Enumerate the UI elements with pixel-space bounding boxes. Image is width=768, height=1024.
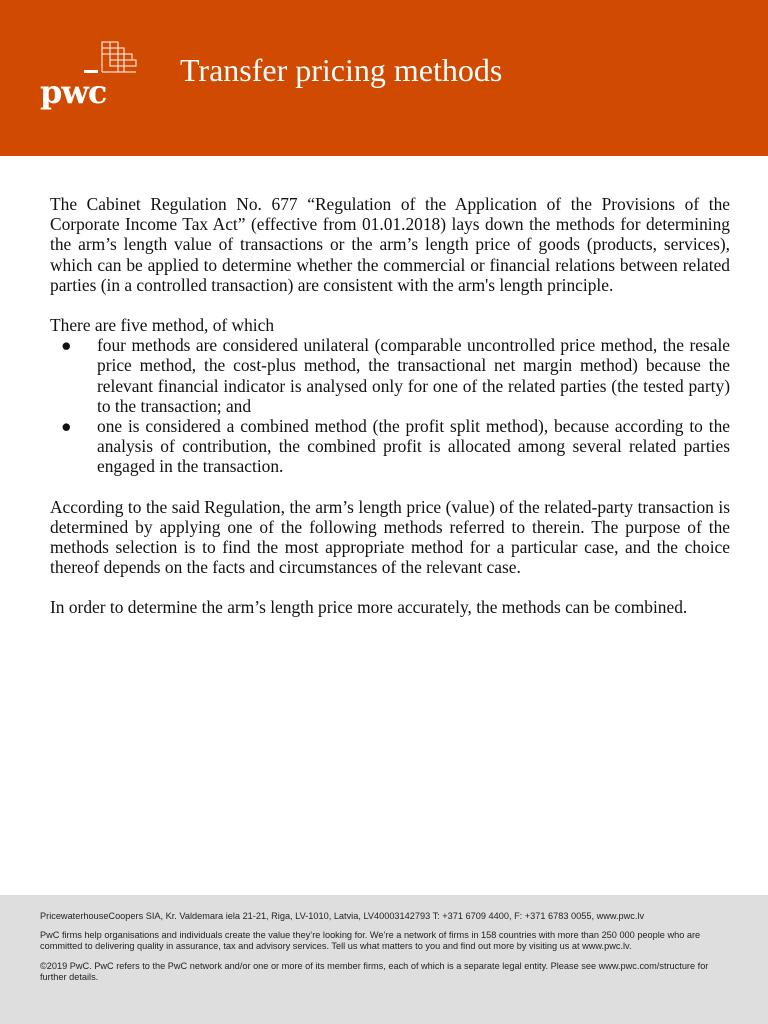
bullet-text-unilateral: four methods are considered unilateral (comparable uncontrolled price method, the resale price method, the cost-plus method, the transactional net margin method) because the relevant financial indicator is analysed only for one of the related parties (the tested party) to the transaction; and [97, 335, 730, 416]
bullet-text-combined: one is considered a combined method (the profit split method), because according to the analysis of contribution, the combined profit is allocated among several related parties engaged in the transaction. [97, 416, 730, 477]
footer-text [40, 911, 730, 991]
page-title: Transfer pricing methods [180, 52, 503, 88]
paragraph-combined-methods: In order to determine the arm’s length price more accurately, the methods can be combined. [50, 597, 688, 618]
bullet-icon: ● [61, 416, 72, 437]
logo-wordmark: pwc [40, 73, 107, 111]
footer-copyright: ©2019 PwC. PwC refers to the PwC network and/or one or more of its member firms, each of which is a separate legal entity. Please see www.pwc.com/structure for further details. [40, 960, 709, 982]
pwc-logo [40, 40, 140, 120]
footer [0, 895, 768, 1024]
methods-bullet-list [50, 335, 730, 476]
paragraph-regulation-methods: According to the said Regulation, the arm’s length price (value) of the related-party transaction is determined by applying one of the following methods referred to therein. The purpose of the methods selection is to find the most appropriate method for a particular case, and the choice thereof depends on the facts and circumstances of the relevant case. [50, 496, 730, 578]
paragraph-methods-intro: There are five method, of which [50, 315, 275, 336]
bullet-icon: ● [61, 335, 72, 356]
footer-address: PricewaterhouseCoopers SIA, Kr. Valdemara iela 21-21, Riga, LV-1010, Latvia, LV40003142793 T: +371 6709 4400, F: +371 6783 0055, www.pwc.lv [40, 911, 645, 921]
list-item [50, 335, 730, 416]
document-body [50, 194, 730, 638]
paragraph-regulation: The Cabinet Regulation No. 677 “Regulation of the Application of the Provisions of the Corporate Income Tax Act” (effective from 01.01.2018) lays down the methods for determining the arm’s length value of transactions or the arm’s length price of goods (products, services), which can be applied to determine whether the commercial or financial relations between related parties (in a controlled transaction) are consistent with the arm's length principle. [50, 194, 730, 295]
footer-about: PwC firms help organisations and individuals create the value they’re looking for. We’re a network of firms in 158 countries with more than 250 000 people who are committed to delivering quality in assurance, tax and advisory services. Tell us what matters to you and find out more by visiting us at www.pwc.lv. [40, 930, 701, 952]
list-item [50, 416, 730, 477]
header-banner [0, 0, 768, 156]
